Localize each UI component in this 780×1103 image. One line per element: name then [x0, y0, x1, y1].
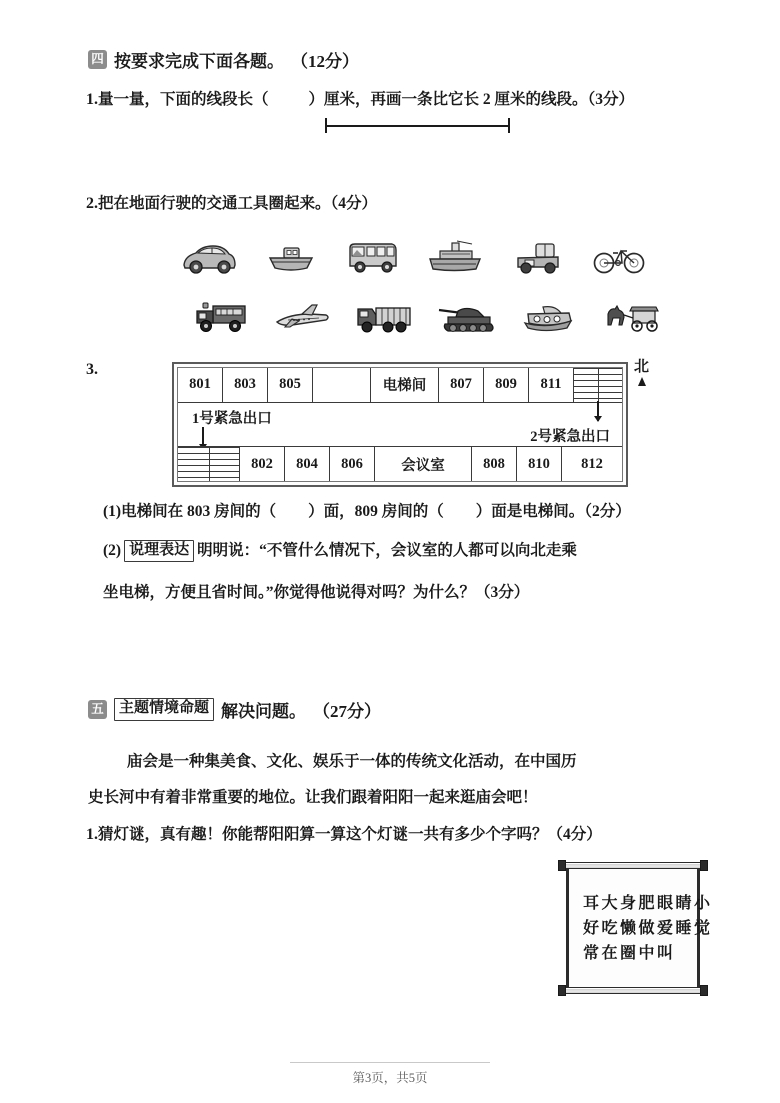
- floor-plan-inner: [177, 367, 623, 482]
- section-4-title: 按要求完成下面各题。: [114, 52, 284, 71]
- section-4-points: （12分）: [291, 52, 359, 71]
- scroll-rod-top: [558, 862, 708, 869]
- section-4-number: 四: [88, 50, 107, 69]
- segment-right-cap: [508, 118, 510, 133]
- question-3-sub-2-line-2: [103, 582, 529, 604]
- room-802: 802: [240, 447, 285, 481]
- riddle-text-body: [566, 869, 713, 987]
- room-804: 804: [285, 447, 330, 481]
- room-808: 808: [472, 447, 517, 481]
- compass-label: 北: [634, 359, 650, 375]
- segment-bar: [325, 125, 510, 127]
- q1-text-before: 量一量，下面的线段长（: [98, 91, 269, 108]
- stairwell-divider: [209, 447, 210, 481]
- s5-q1-points: （4分）: [547, 826, 602, 843]
- tractor-icon[interactable]: [496, 232, 578, 284]
- section-5-title: 解决问题。: [221, 702, 307, 721]
- stairwell-south-west: [178, 447, 240, 481]
- dump-truck-icon[interactable]: [344, 292, 426, 344]
- sub2-index: (2): [103, 542, 122, 559]
- section5-question-1: [86, 823, 602, 846]
- compass-arrow-icon: [638, 377, 646, 386]
- section4-question-3-index: [86, 358, 98, 381]
- theme-tag: 主题情境命题: [114, 698, 214, 720]
- q1-index: 1.: [86, 91, 98, 108]
- s5-q1-text: 猜灯谜，真有趣！你能帮阳阳算一算这个灯谜一共有多少个字吗？: [98, 826, 548, 843]
- section-5-heading: [88, 697, 381, 722]
- measured-line-segment: [325, 118, 510, 133]
- reasoning-tag: 说理表达: [124, 540, 194, 562]
- meeting-room: 会议室: [375, 447, 472, 481]
- lantern-riddle-scroll: [558, 862, 713, 994]
- section-5-points: （27分）: [313, 702, 382, 721]
- stairwell-divider: [598, 368, 599, 402]
- q1-points: （3分）: [587, 91, 635, 108]
- q2-text: 把在地面行驶的交通工具圈起来。: [98, 195, 331, 212]
- car-icon[interactable]: [168, 232, 250, 284]
- riddle-line-1: 耳大身肥眼睛小: [583, 894, 713, 912]
- s5-q1-index: 1.: [86, 826, 98, 843]
- emergency-exit-2-arrow: [597, 401, 599, 421]
- fire-truck-icon[interactable]: [180, 292, 262, 344]
- scroll-knob-top-left: [558, 860, 566, 871]
- room-803: 803: [223, 368, 268, 402]
- empty-cell: [313, 368, 371, 402]
- tank-icon[interactable]: [426, 292, 508, 344]
- room-810: 810: [517, 447, 562, 481]
- riddle-line-2: 好吃懒做爱睡觉: [583, 919, 713, 937]
- scroll-rod-bottom: [558, 987, 708, 994]
- riddle-line-3: 常在圈中叫: [583, 944, 676, 962]
- q2-points: （4分）: [330, 195, 378, 212]
- room-809: 809: [484, 368, 529, 402]
- sub2-line-2: 坐电梯，方便且省时间。”你觉得他说得对吗？为什么？: [103, 584, 476, 601]
- floor-plan-corridor: [178, 403, 622, 447]
- ship-icon[interactable]: [414, 232, 496, 284]
- q2-index: 2.: [86, 195, 98, 212]
- stairwell-north-east: [574, 368, 622, 402]
- emergency-exit-1-arrow: [202, 427, 204, 449]
- page-number-label: 第3页，共5页: [352, 1071, 428, 1085]
- question-3-sub-1: [103, 501, 631, 523]
- floor-plan-bottom-row: [178, 446, 622, 481]
- section4-question-2: [86, 192, 377, 215]
- room-801: 801: [178, 368, 223, 402]
- question-3-sub-2-line-1: [103, 540, 577, 562]
- vehicle-icon-grid: [168, 232, 672, 344]
- q1-text-after: ）厘米，再画一条比它长 2 厘米的线段。: [308, 91, 588, 108]
- sub1-points: （2分）: [584, 503, 631, 520]
- sub1-index: (1): [103, 503, 122, 520]
- footer-divider: [290, 1062, 490, 1063]
- q3-index: 3.: [86, 361, 98, 378]
- elevator-room: 电梯间: [371, 368, 439, 402]
- section-5-number: 五: [88, 700, 107, 719]
- scroll-knob-bottom-right: [700, 985, 708, 996]
- room-811: 811: [529, 368, 574, 402]
- sub1-text-a: 电梯间在 803 房间的（: [121, 503, 277, 520]
- boat-icon[interactable]: [250, 232, 332, 284]
- room-812: 812: [581, 455, 603, 472]
- scroll-knob-top-right: [700, 860, 708, 871]
- bus-icon[interactable]: [332, 232, 414, 284]
- emergency-exit-1-label: 1号紧急出口: [192, 410, 272, 427]
- floor-plan-diagram: [172, 362, 628, 487]
- page-footer: [0, 1062, 780, 1086]
- section4-question-1: [86, 88, 634, 111]
- sub2-line-1: 明明说：“不管什么情况下，会议室的人都可以向北走乘: [197, 542, 577, 559]
- room-806: 806: [330, 447, 375, 481]
- room-807: 807: [439, 368, 484, 402]
- vehicle-row-2: [180, 292, 672, 344]
- section-4-heading: [88, 47, 359, 72]
- airplane-icon[interactable]: [262, 292, 344, 344]
- vehicle-row-1: [168, 232, 672, 284]
- section-5-intro-line-2: 史长河中有着非常重要的地位。让我们跟着阳阳一起来逛庙会吧！: [88, 789, 538, 806]
- compass-north: [634, 360, 649, 386]
- sub1-text-b: ）面，809 房间的（: [308, 503, 444, 520]
- floor-plan-top-row: [178, 368, 622, 403]
- scroll-knob-bottom-left: [558, 985, 566, 996]
- motorboat-icon[interactable]: [508, 292, 590, 344]
- sub1-text-c: ）面是电梯间。: [475, 503, 585, 520]
- sub2-points: （3分）: [475, 584, 530, 601]
- bicycle-icon[interactable]: [578, 232, 660, 284]
- emergency-exit-2-label: 2号紧急出口: [530, 428, 610, 445]
- horse-carriage-icon[interactable]: [590, 292, 672, 344]
- room-805: 805: [268, 368, 313, 402]
- section-5-intro-line-1: 庙会是一种集美食、文化、娱乐于一体的传统文化活动，在中国历: [127, 753, 577, 770]
